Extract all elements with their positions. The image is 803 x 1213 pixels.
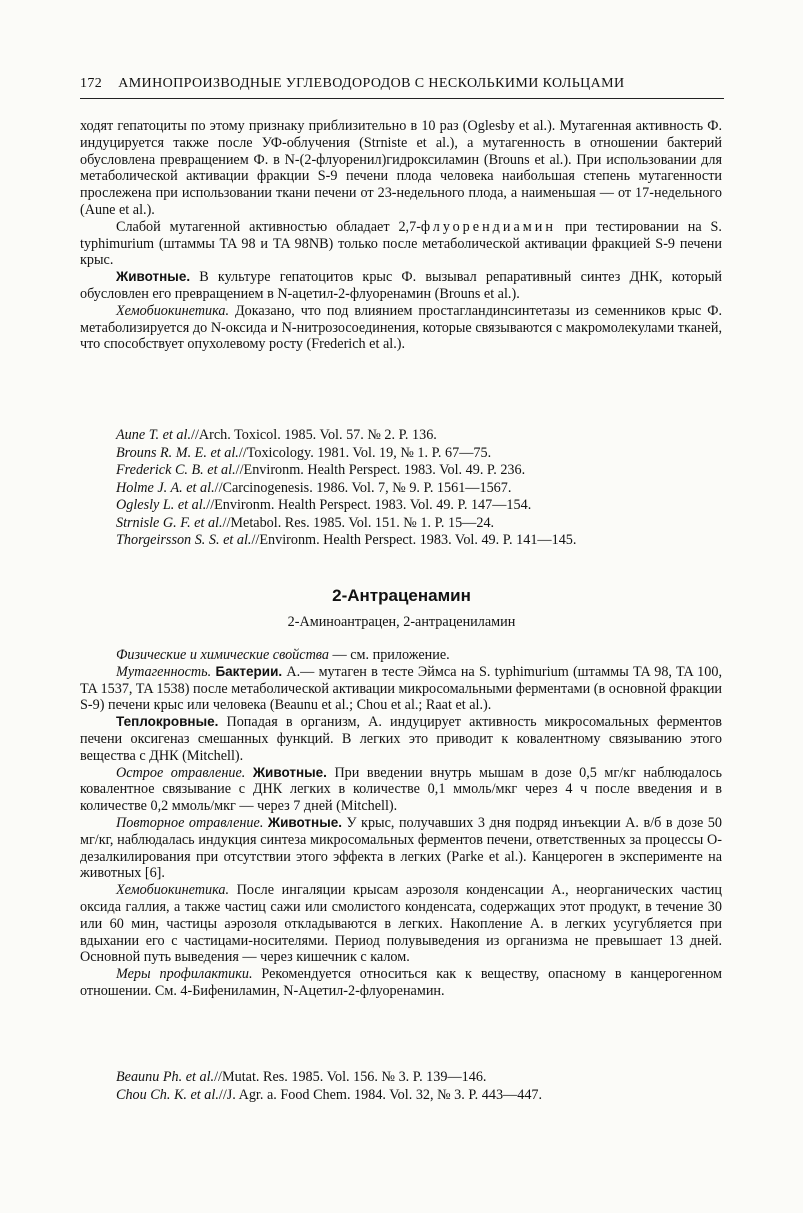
running-header [80,76,724,99]
reference-item: Holme J. A. et al.//Carcinogenesis. 1986. Vol. 7, № 9. P. 1561—1567. [116,479,512,496]
reference-item: Aune T. et al.//Arch. Toxicol. 1985. Vol. 57. № 2. P. 136. [116,427,437,443]
paragraph-animals: Животные. В культуре гепатоцитов крыс Ф. вызывал репаративный синтез ДНК, который обусловлен его превращением в N-ацетил-2-флуоренамин (Brouns et al.). [80,269,722,302]
reference-item: Oglesly L. et al.//Environm. Health Perspect. 1983. Vol. 49. P. 147—154. [116,497,532,513]
paragraph-prevention: Меры профилактики. Рекомендуется относиться как к веществу, опасному в канцерогенном отношении. См. 4-Бифениламин, N-Ацетил-2-флуоренамин. [80,966,722,999]
running-title: АМИНОПРОИЗВОДНЫЕ УГЛЕВОДОРОДОВ С НЕСКОЛЬКИМИ КОЛЬЦАМИ [118,76,625,91]
paragraph-warmblooded: Теплокровные. Попадая в организм, А. индуцирует активность микросомальных ферментов печени оксигеназ смешанных функций. В легких это приводит к ковалентному связыванию этого вещества с ДНК (Mitchell). [80,714,722,764]
reference-item: Thorgeirsson S. S. et al.//Environm. Health Perspect. 1983. Vol. 49. P. 141—145. [116,532,577,548]
paragraph-fluorendiamine: Слабой мутагенной активностью обладает 2,7-флуорендиамин при тестировании на S. typhimurium (штаммы TA 98 и TA 98NB) только после метаболической активации фракцией S-9 печени крыс. [80,218,722,269]
references-1 [80,427,722,550]
reference-item: Brouns R. M. E. et al.//Toxicology. 1981. Vol. 19, № 1. P. 67—75. [116,444,492,461]
reference-item: Chou Ch. K. et al.//J. Agr. a. Food Chem. 1984. Vol. 32, № 3. P. 443—447. [116,1086,543,1103]
paragraph-chemobiokinetics: Хемобиокинетика. Доказано, что под влиянием простагландинсинтетазы из семенников крыс Ф. метаболизируется до N-оксида и N-нитрозосоединения, которые связываются с макромолекулами тканей, что способствует опухолевому росту (Frederich et al.). [80,302,722,353]
reference-item: Beaunu Ph. et al.//Mutat. Res. 1985. Vol. 156. № 3. P. 139—146. [116,1069,487,1085]
section-synonyms: 2-Аминоантрацен, 2-антрацениламин [287,614,516,630]
paragraph-mutagenicity: Мутагенность. Бактерии. А.— мутаген в тесте Эймса на S. typhimurium (штаммы TA 98, TA 100, TA 1537, TA 1538) после метаболической активации микросомальными ферментами (в основной фракции S-9) печени крыс или человека (Beaunu et al.; Chou et al.; Raat et al.). [80,663,723,714]
section-title: 2-Антраценамин [332,586,471,605]
top-text [80,118,722,353]
paragraph-continued: ходят гепатоциты по этому признаку приблизительно в 10 раз (Oglesby et al.). Мутагенная активность Ф. индуцируется также после УФ-облучения (Strniste et al.), а мутагенность в отношении бактерий обусловлена превращением Ф. в N-(2-флуоренил)гидроксиламин (Brouns et al.). При использовании для метаболической активации фракции S-9 печени плода человека наибольшая степень мутагенности прослежена при использовании ткани печени от 23-недельного плода, а наименьшая — от 17-недельного (Aune et al.). [80,118,722,218]
reference-item: Strnisle G. F. et al.//Metabol. Res. 1985. Vol. 151. № 1. P. 15—24. [116,514,495,531]
body-text [80,647,722,1000]
paragraph-properties: Физические и химические свойства — см. приложение. [116,647,450,663]
paragraph-repeated-poisoning: Повторное отравление. Животные. У крыс, получавших 3 дня подряд инъекции А. в/б в дозе 50 мг/кг, наблюдалась индукция синтеза микросомальных ферментов печени, ответственных за процессы О-дезалкилирования при отсутствии этого эффекта в легких (Parke et al.). Канцероген в эксперименте на животных [6]. [80,814,722,882]
references-2 [80,1069,722,1104]
paragraph-chemobiokinetics-2: Хемобиокинетика. После ингаляции крысам аэрозоля конденсации А., неорганических частиц оксида галлия, а также частиц сажи или смолистого конденсата, содержащих этот продукт, в течение 30 или 60 мин, частицы аэрозоля откладываются в легких. Накопление А. в легких усугубляется при вдыхании его с частицами-носителями. Период полувыведения из организма не превышает 13 дней. Основной путь выведения — через кишечник с калом. [80,882,722,966]
paragraph-acute-poisoning: Острое отравление. Животные. При введении внутрь мышам в дозе 0,5 мг/кг наблюдалось ковалентное связывание с ДНК легких в количестве 0,1 ммоль/мкг через 4 ч после введения и в количестве 0,2 ммоль/мкг — через 7 дней (Mitchell). [80,764,723,815]
page-number: 172 [80,76,103,91]
reference-item: Frederick C. B. et al.//Environm. Health Perspect. 1983. Vol. 49. P. 236. [116,462,526,478]
